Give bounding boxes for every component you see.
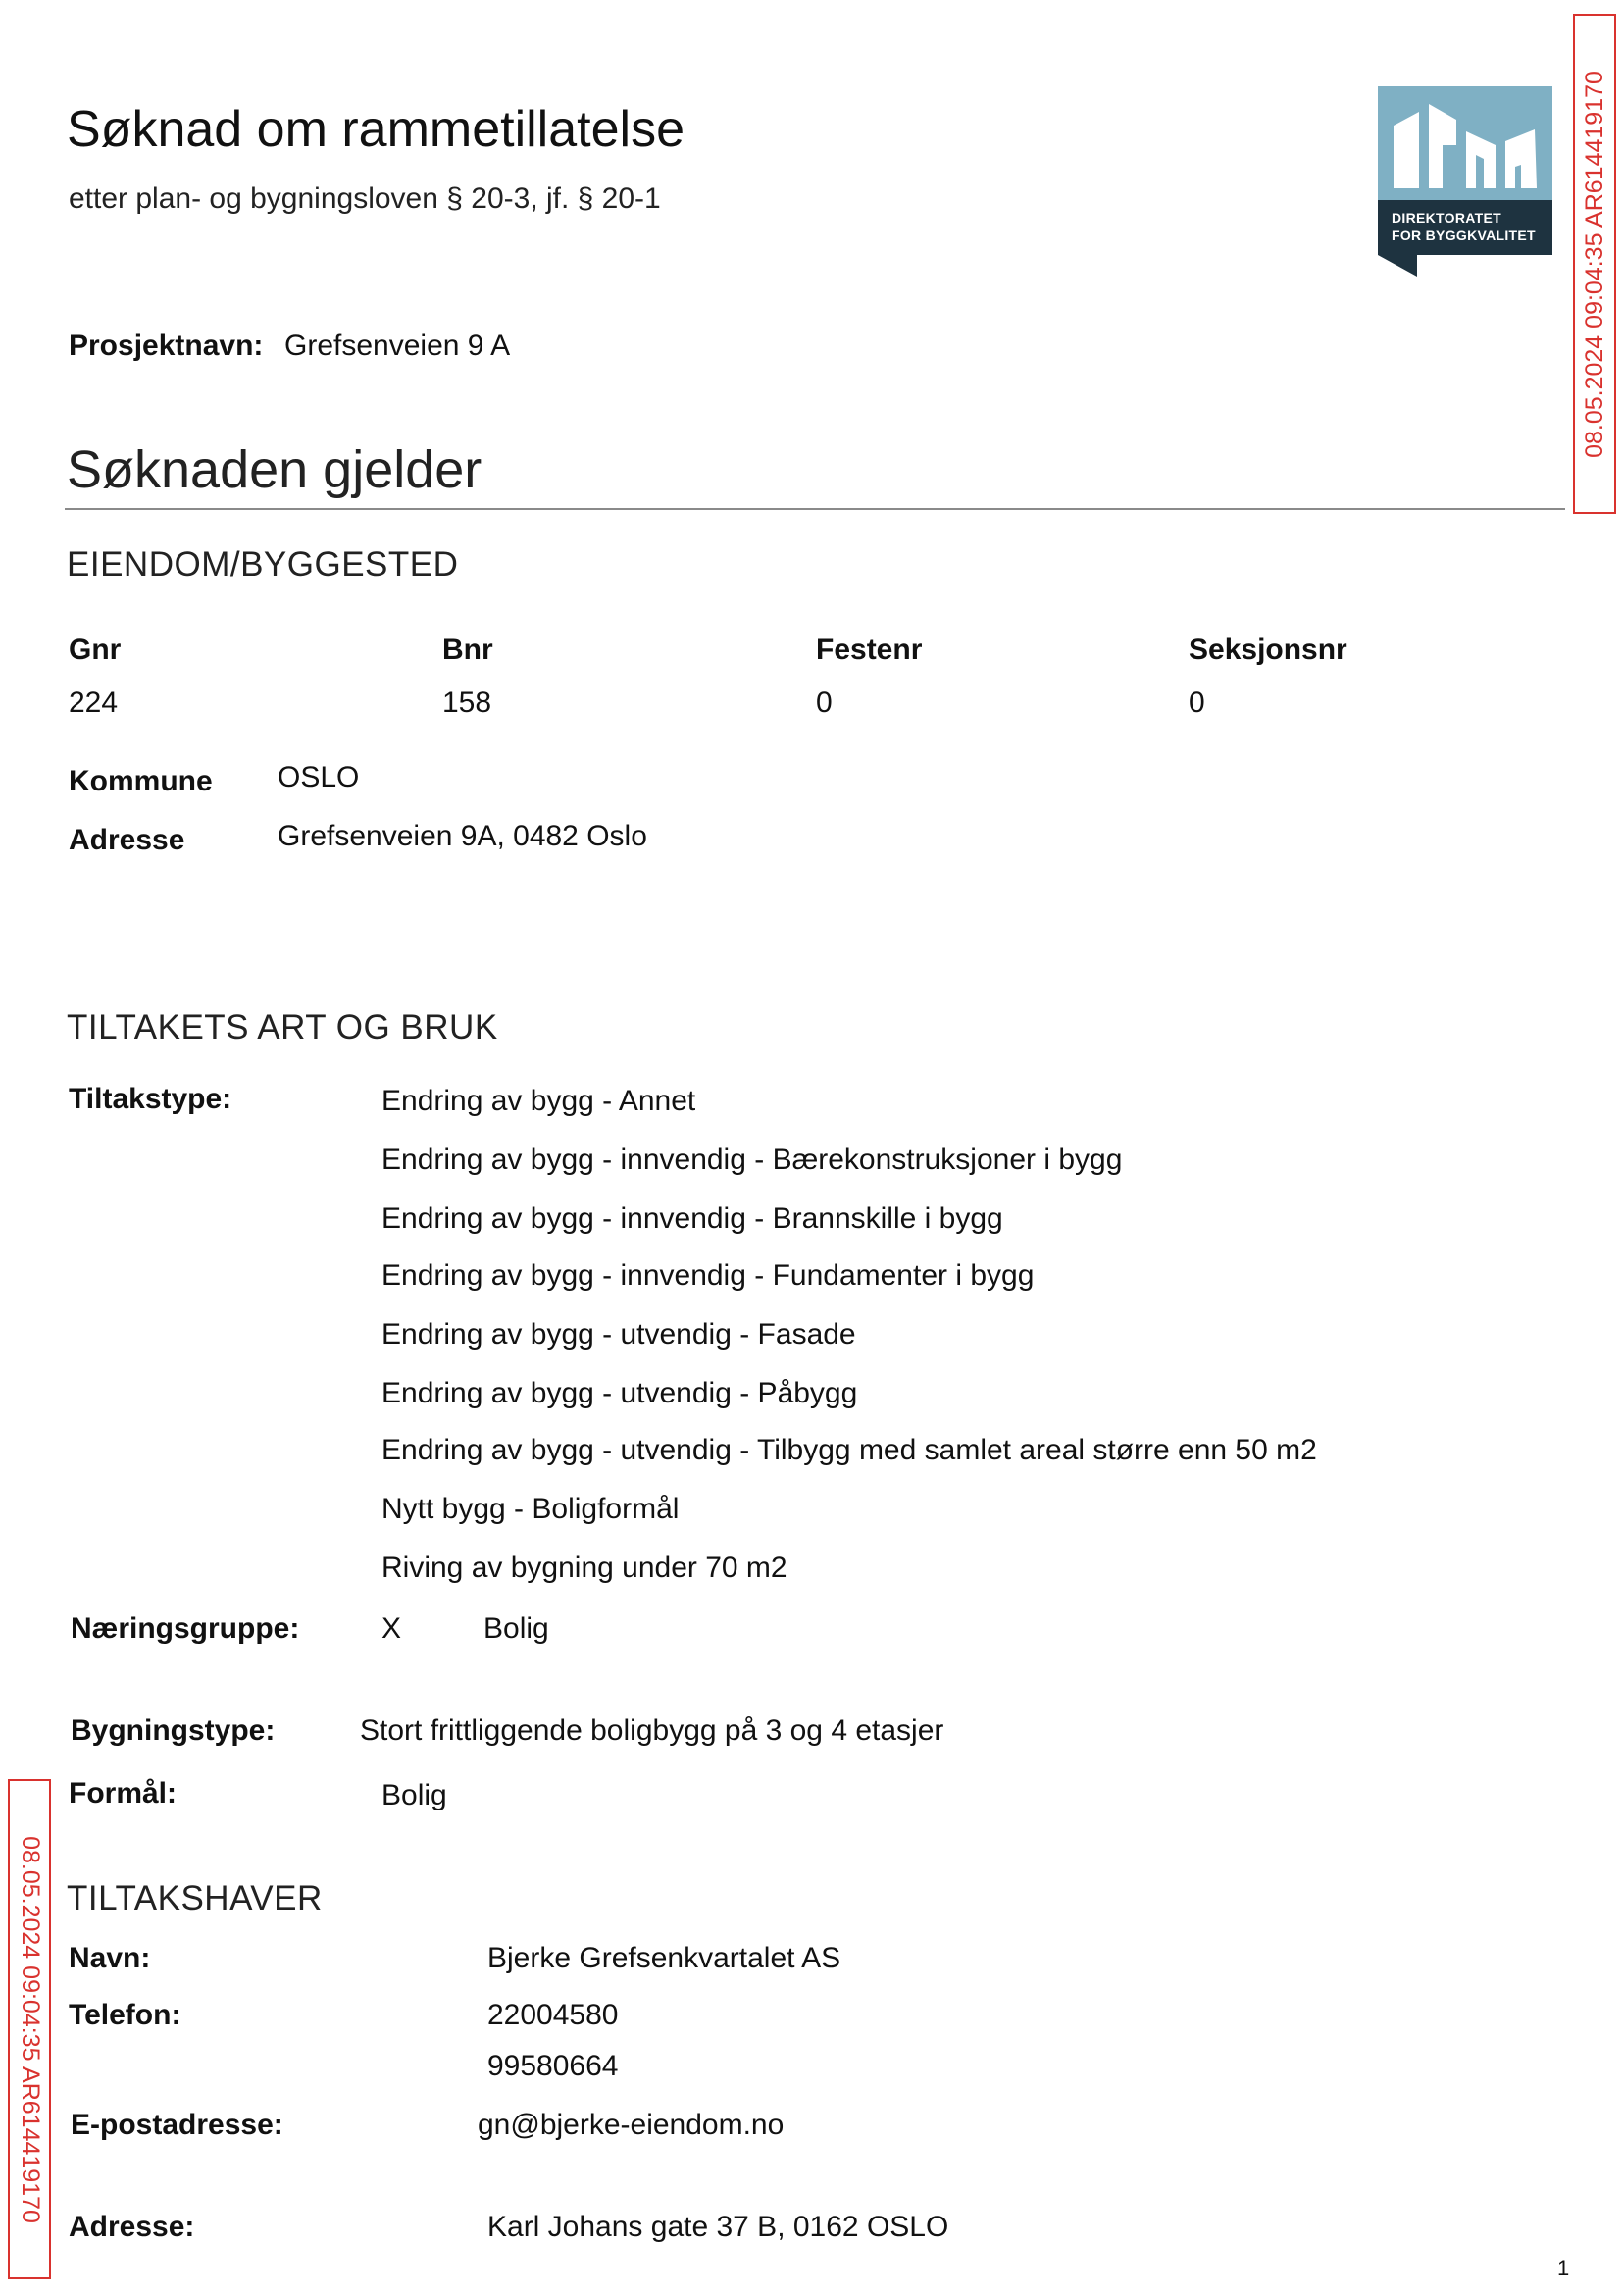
measure-heading: TILTAKETS ART OG BRUK <box>67 1008 498 1046</box>
bnr-label: Bnr <box>442 634 493 666</box>
industry-code: X <box>381 1612 402 1645</box>
seksjonsnr-value: 0 <box>1189 687 1205 719</box>
stamp-text: 08.05.2024 09:04:35 AR614419170 <box>1580 70 1608 458</box>
measure-type-item: Riving av bygning under 70 m2 <box>381 1552 787 1584</box>
festenr-label: Festenr <box>816 634 923 666</box>
page-number: 1 <box>1557 2256 1570 2280</box>
adresse-label: Adresse <box>69 824 185 856</box>
applicant-address-label: Adresse: <box>69 2211 195 2243</box>
building-type-value: Stort frittliggende boligbygg på 3 og 4 etasjer <box>360 1714 944 1747</box>
industry-value: Bolig <box>483 1612 549 1645</box>
applicant-address-value: Karl Johans gate 37 B, 0162 OSLO <box>487 2211 949 2243</box>
measure-type-item: Nytt bygg - Boligformål <box>381 1493 680 1525</box>
measure-type-item: Endring av bygg - innvendig - Bærekonstruksjoner i bygg <box>381 1144 1123 1176</box>
kommune-label: Kommune <box>69 765 213 797</box>
applicant-name-label: Navn: <box>69 1942 151 1974</box>
kommune-value: OSLO <box>278 761 360 793</box>
applicant-phone-2: 99580664 <box>487 2050 619 2082</box>
building-type-label: Bygningstype: <box>71 1714 276 1747</box>
measure-type-item: Endring av bygg - Annet <box>381 1085 696 1117</box>
purpose-value: Bolig <box>381 1779 447 1811</box>
applicant-phone-label: Telefon: <box>69 1999 181 2031</box>
stamp-text: 08.05.2024 09:04:35 AR614419170 <box>16 1835 44 2223</box>
purpose-label: Formål: <box>69 1777 178 1810</box>
document-title: Søknad om rammetillatelse <box>67 101 685 158</box>
gnr-label: Gnr <box>69 634 122 666</box>
project-label: Prosjektnavn: <box>69 330 264 362</box>
measure-type-item: Endring av bygg - utvendig - Fasade <box>381 1318 856 1351</box>
receipt-stamp-top-right <box>1573 14 1616 514</box>
logo-mark-icon <box>1378 86 1552 277</box>
measure-type-item: Endring av bygg - utvendig - Tilbygg med samlet areal større enn 50 m2 <box>381 1434 1317 1466</box>
project-value: Grefsenveien 9 A <box>284 330 511 362</box>
measure-type-item: Endring av bygg - utvendig - Påbygg <box>381 1377 858 1409</box>
seksjonsnr-label: Seksjonsnr <box>1189 634 1347 666</box>
measure-type-item: Endring av bygg - innvendig - Brannskille i bygg <box>381 1202 1003 1235</box>
document-subtitle: etter plan- og bygningsloven § 20-3, jf. § 20-1 <box>69 182 661 215</box>
applicant-phone-1: 22004580 <box>487 1999 619 2031</box>
applicant-name-value: Bjerke Grefsenkvartalet AS <box>487 1942 841 1974</box>
logo-text-line-2: FOR BYGGKVALITET <box>1392 228 1536 243</box>
applicant-email-value: gn@bjerke-eiendom.no <box>478 2109 785 2141</box>
festenr-value: 0 <box>816 687 833 719</box>
receipt-stamp-left <box>8 1779 51 2279</box>
dibk-logo <box>1378 86 1552 277</box>
applicant-email-label: E-postadresse: <box>71 2109 283 2141</box>
logo-text-line-1: DIREKTORATET <box>1392 210 1501 226</box>
section-heading-applies: Søknaden gjelder <box>67 440 482 499</box>
gnr-value: 224 <box>69 687 119 719</box>
measure-type-item: Endring av bygg - innvendig - Fundamenter i bygg <box>381 1259 1035 1292</box>
adresse-value: Grefsenveien 9A, 0482 Oslo <box>278 820 647 852</box>
industry-label: Næringsgruppe: <box>71 1612 300 1645</box>
section-divider <box>65 508 1565 510</box>
measure-type-label: Tiltakstype: <box>69 1083 232 1115</box>
bnr-value: 158 <box>442 687 492 719</box>
property-heading: EIENDOM/BYGGESTED <box>67 545 459 584</box>
applicant-heading: TILTAKSHAVER <box>67 1879 323 1917</box>
